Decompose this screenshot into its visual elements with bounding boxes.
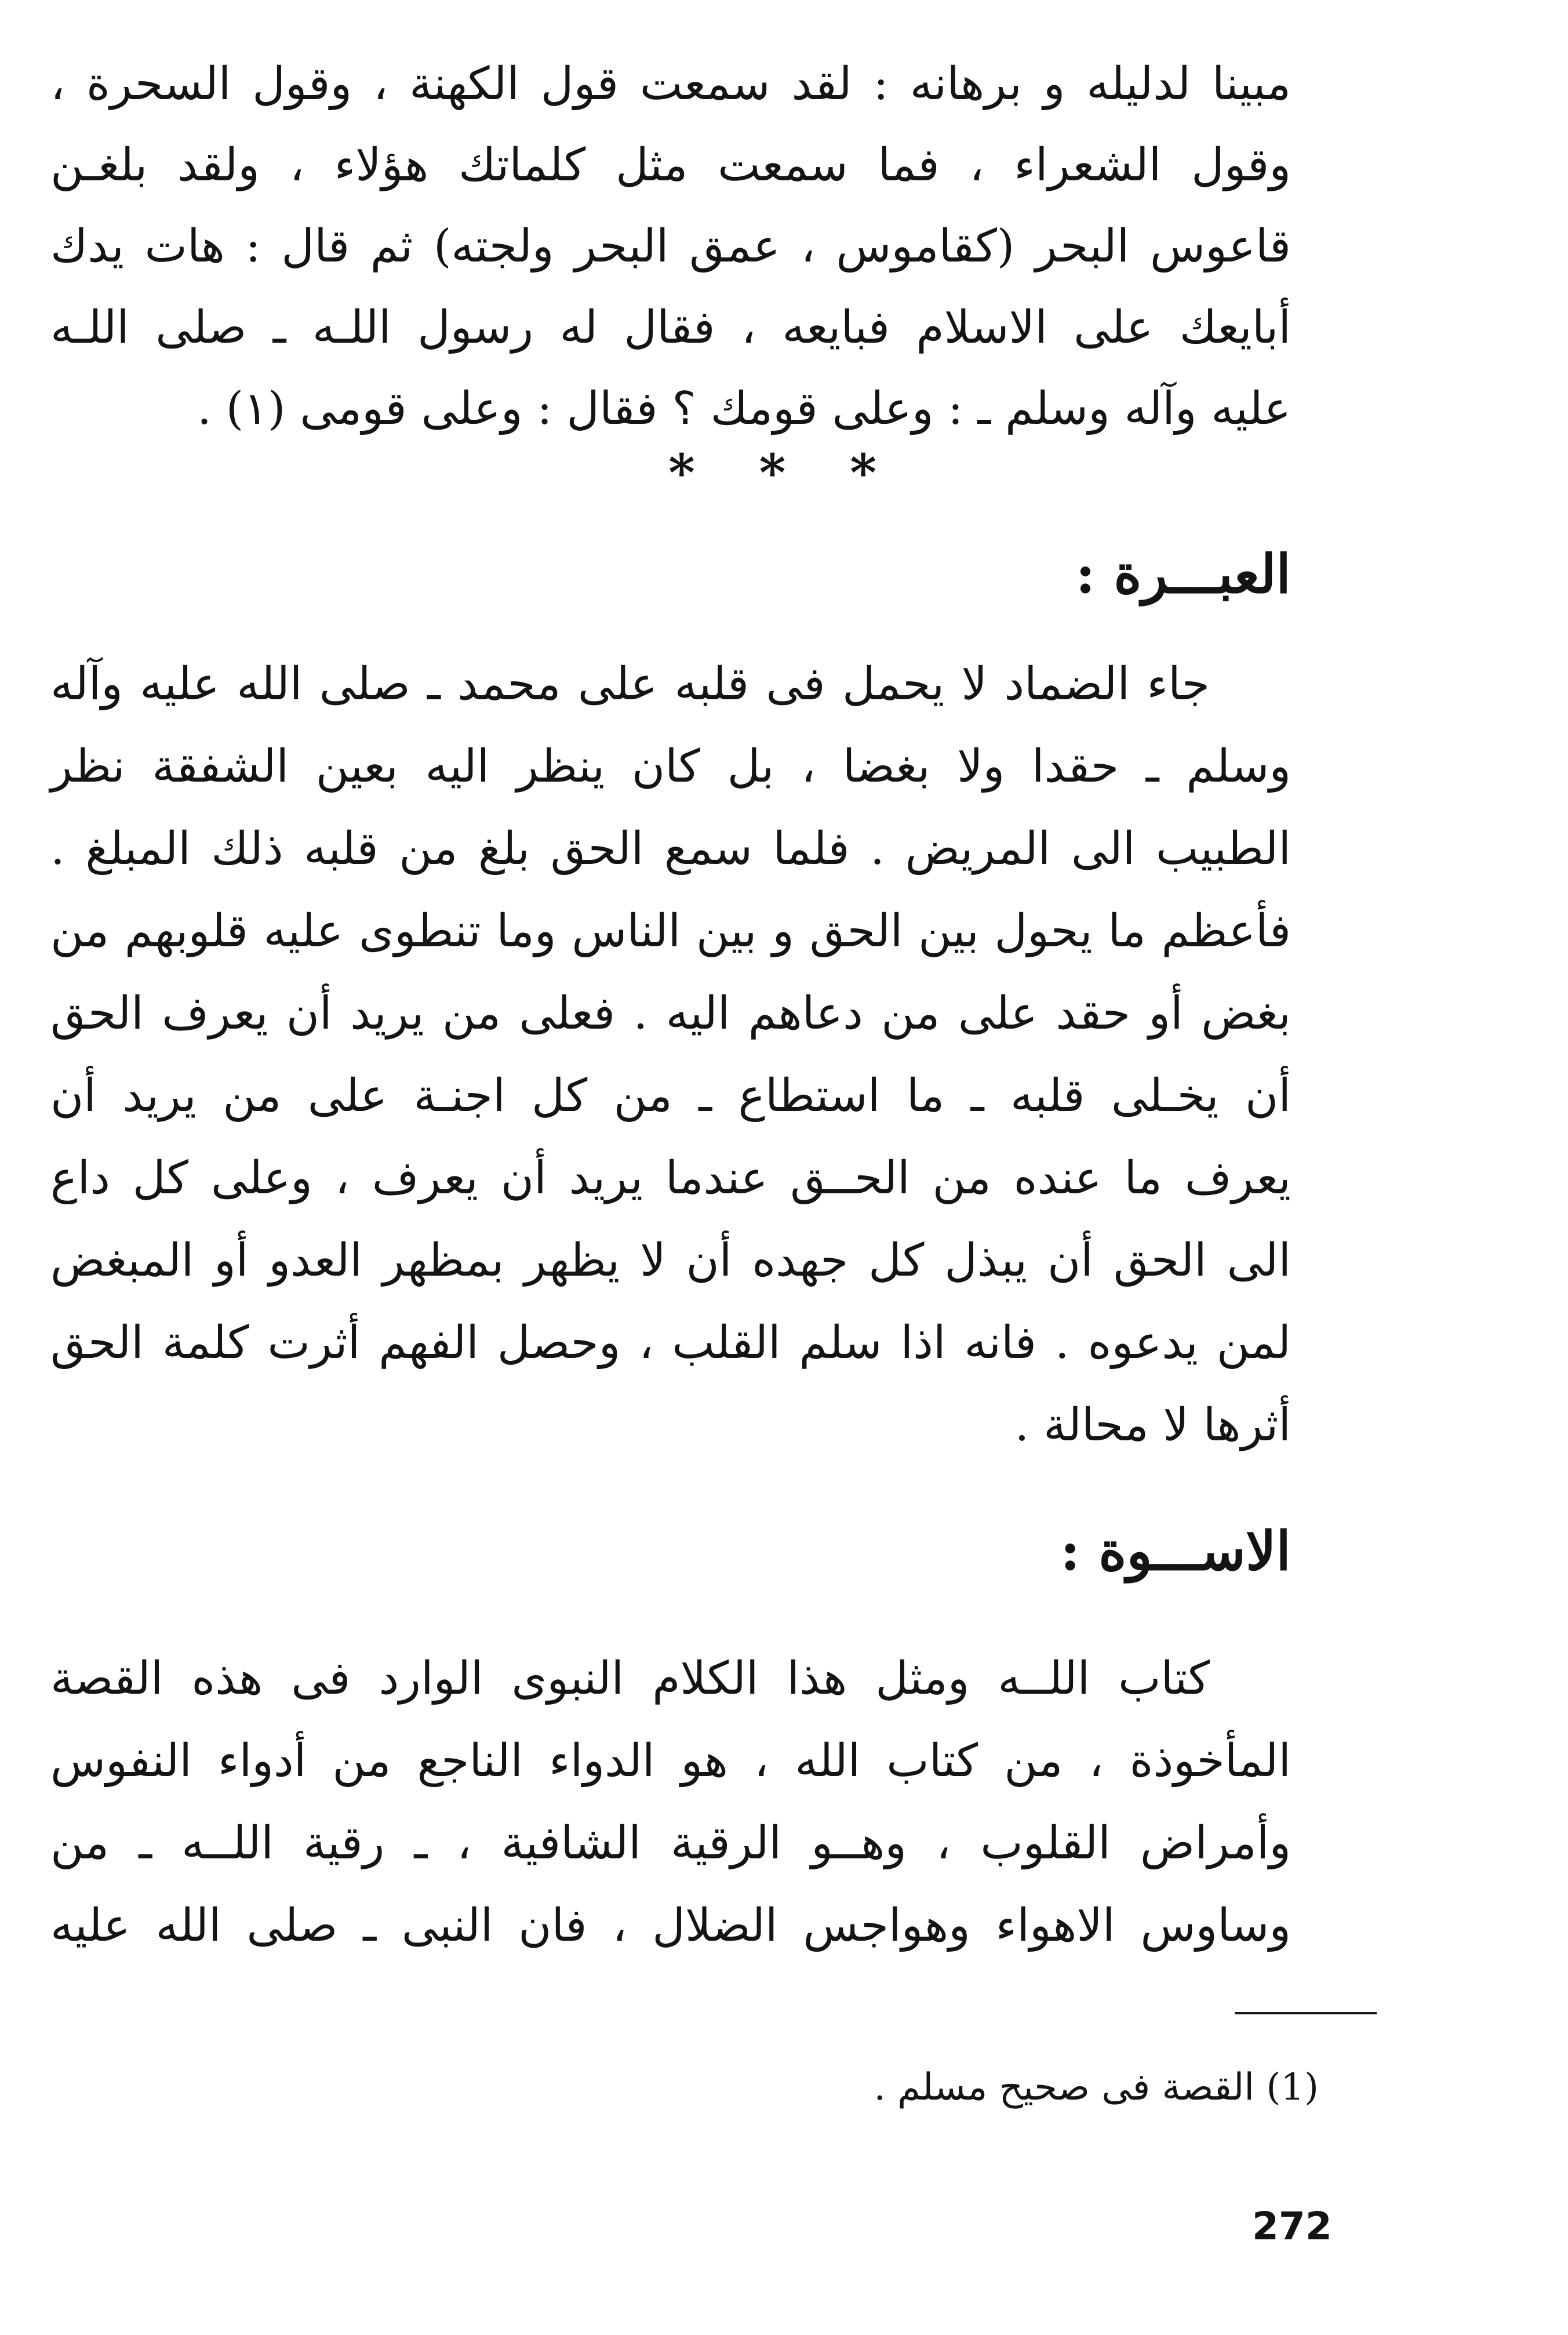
example-line-2: المأخوذة ، من كتاب الله ، هو الدواء الناجع من أدواء النفوس (50, 1735, 1291, 1787)
intro-line-5: عليه وآله وسلم ـ : وعلى قومك ؟ فقال : وعلى قومى (١) . (197, 383, 1291, 435)
section-separator: * * * (668, 442, 900, 503)
lesson-line-4: فأعظم ما يحول بين الحق و بين الناس وما تنطوى عليه قلوبهم من (50, 905, 1291, 957)
lesson-line-6: أن يخـلى قلبه ـ ما استطاع ـ من كل اجنـة على من يريد أن (50, 1070, 1291, 1122)
example-heading: الاســـوة : (1060, 1520, 1291, 1582)
lesson-line-9: لمن يدعوه . فانه اذا سلم القلب ، وحصل الفهم أثرت كلمة الحق (50, 1317, 1291, 1369)
example-line-1: كتاب اللــه ومثل هذا الكلام النبوى الوارد فى هذه القصة (50, 1653, 1210, 1705)
intro-line-1: مبينا لدليله و برهانه : لقد سمعت قول الكهنة ، وقول السحرة ، (50, 58, 1291, 110)
lesson-line-1: جاء الضماد لا يحمل فى قلبه على محمد ـ صلى الله عليه وآله (50, 658, 1210, 710)
footnote: (1) القصة فى صحيح مسلم . (874, 2066, 1319, 2109)
footnote-divider (1235, 2012, 1377, 2014)
lesson-line-7: يعرف ما عنده من الحــق عندما يريد أن يعرف ، وعلى كل داع (50, 1152, 1291, 1204)
intro-line-4: أبايعك على الاسلام فبايعه ، فقال له رسول اللـه ـ صلى اللـه (50, 302, 1291, 354)
example-line-3: وأمراض القلوب ، وهــو الرقية الشافية ، ـ رقية اللــه ـ من (50, 1817, 1291, 1869)
lesson-line-2: وسلم ـ حقدا ولا بغضا ، بل كان ينظر اليه بعين الشفقة نظر (50, 740, 1291, 793)
example-line-4: وساوس الاهواء وهواجس الضلال ، فان النبى ـ صلى الله عليه (50, 1900, 1291, 1952)
intro-line-2: وقول الشعراء ، فما سمعت مثل كلماتك هؤلاء ، ولقد بلغـن (50, 139, 1291, 191)
page-number: 272 (1252, 2204, 1332, 2249)
lesson-heading: العبـــرة : (1075, 543, 1291, 605)
lesson-line-5: بغض أو حقد على من دعاهم اليه . فعلى من يريد أن يعرف الحق (50, 987, 1291, 1040)
lesson-line-10: أثرها لا محالة . (1014, 1399, 1291, 1451)
intro-line-3: قاعوس البحر (كقاموس ، عمق البحر ولجته) ثم قال : هات يدك (50, 220, 1291, 273)
lesson-line-3: الطبيب الى المريض . فلما سمع الحق بلغ من قلبه ذلك المبلغ . (50, 823, 1291, 875)
lesson-line-8: الى الحق أن يبذل كل جهده أن لا يظهر بمظهر العدو أو المبغض (50, 1234, 1291, 1287)
